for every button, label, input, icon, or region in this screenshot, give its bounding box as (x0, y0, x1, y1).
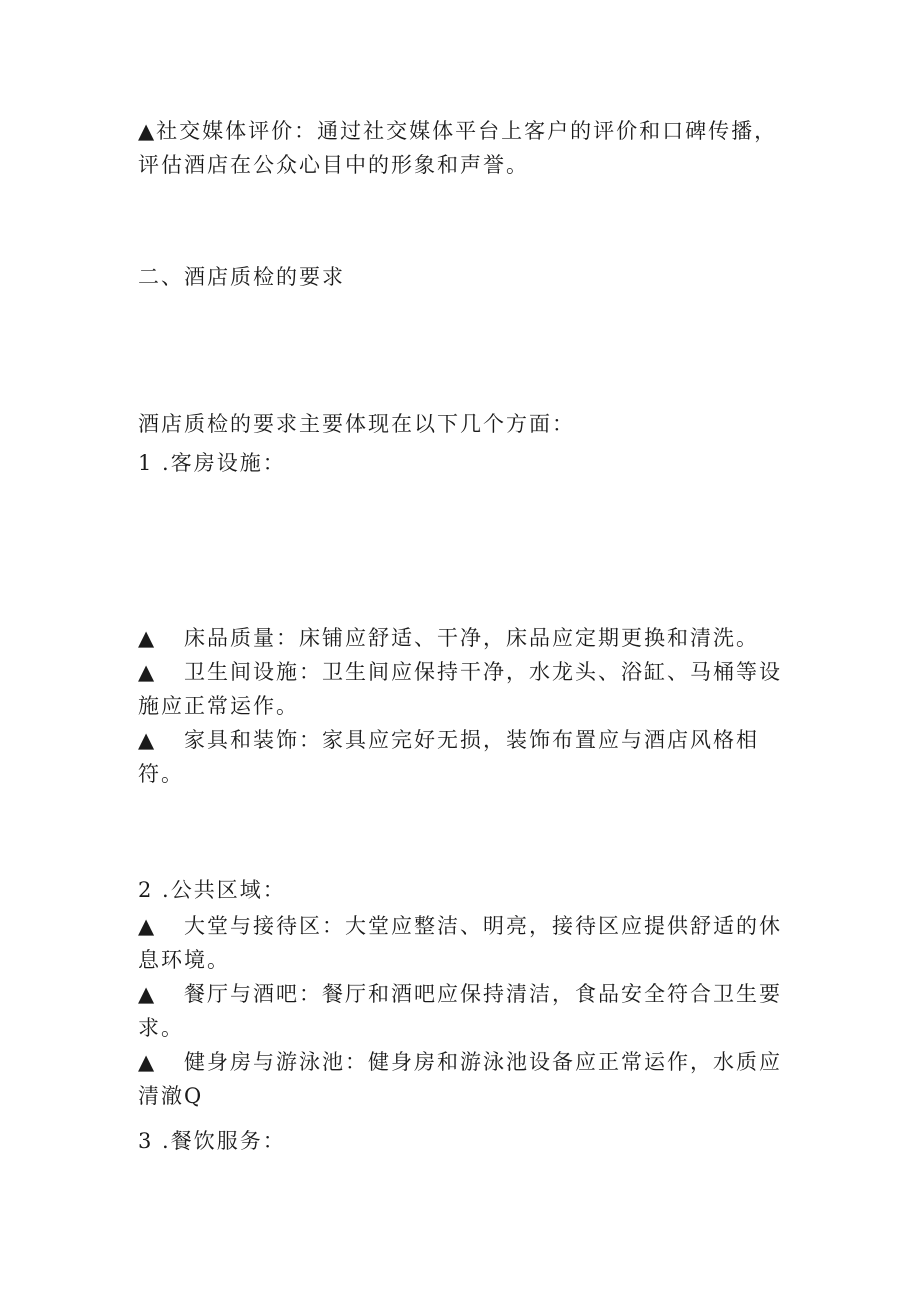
item-1-bullet-list (138, 621, 798, 791)
triangle-icon: ▲ (138, 1050, 157, 1074)
bullet-continuation: 清澈Q (138, 1084, 204, 1108)
bullet-text: 大堂与接待区：大堂应整洁、明亮，接待区应提供舒适的休 (184, 914, 782, 938)
bullet-text: 床品质量：床铺应舒适、干净，床品应定期更换和清洗。 (184, 626, 759, 650)
triangle-icon: ▲ (138, 982, 157, 1006)
section-heading-text: 二、酒店质检的要求 (138, 265, 345, 289)
social-media-line-1: ▲社交媒体评价：通过社交媒体平台上客户的评价和口碑传播， (138, 119, 778, 143)
bullet-item (138, 723, 798, 757)
bullet-continuation: 求。 (138, 1016, 184, 1040)
item-2-title: 2 .公共区域： (138, 878, 286, 902)
bullet-item (138, 621, 798, 655)
bullet-text: 餐厅与酒吧：餐厅和酒吧应保持清洁，食品安全符合卫生要 (184, 982, 782, 1006)
section-intro-text: 酒店质检的要求主要体现在以下几个方面： (138, 412, 575, 436)
item-1-title: 1 .客房设施： (138, 451, 286, 475)
triangle-icon: ▲ (138, 728, 157, 752)
bullet-text: 健身房与游泳池：健身房和游泳池设备应正常运作，水质应 (184, 1050, 782, 1074)
section-intro (138, 407, 798, 441)
bullet-continuation: 施应正常运作。 (138, 694, 299, 718)
triangle-icon: ▲ (138, 914, 157, 938)
social-media-paragraph (138, 114, 798, 182)
bullet-item (138, 655, 798, 689)
section-heading (138, 260, 798, 294)
item-3-title: 3 .餐饮服务： (138, 1129, 286, 1153)
item-3-title-block (138, 1124, 798, 1158)
bullet-continuation: 息环境。 (138, 948, 230, 972)
social-media-line-2: 评估酒店在公众心目中的形象和声誉。 (138, 153, 529, 177)
bullet-text: 家具和装饰：家具应完好无损，装饰布置应与酒店风格相 (184, 728, 759, 752)
bullet-text: 卫生间设施：卫生间应保持干净，水龙头、浴缸、马桶等设 (184, 660, 782, 684)
bullet-item (138, 977, 798, 1011)
item-2-title-block (138, 873, 798, 907)
triangle-icon: ▲ (138, 626, 157, 650)
item-2-bullet-list (138, 909, 798, 1113)
bullet-continuation: 符。 (138, 762, 184, 786)
triangle-icon: ▲ (138, 660, 157, 684)
item-1-title-block (138, 446, 798, 480)
bullet-item (138, 1045, 798, 1079)
bullet-item (138, 909, 798, 943)
